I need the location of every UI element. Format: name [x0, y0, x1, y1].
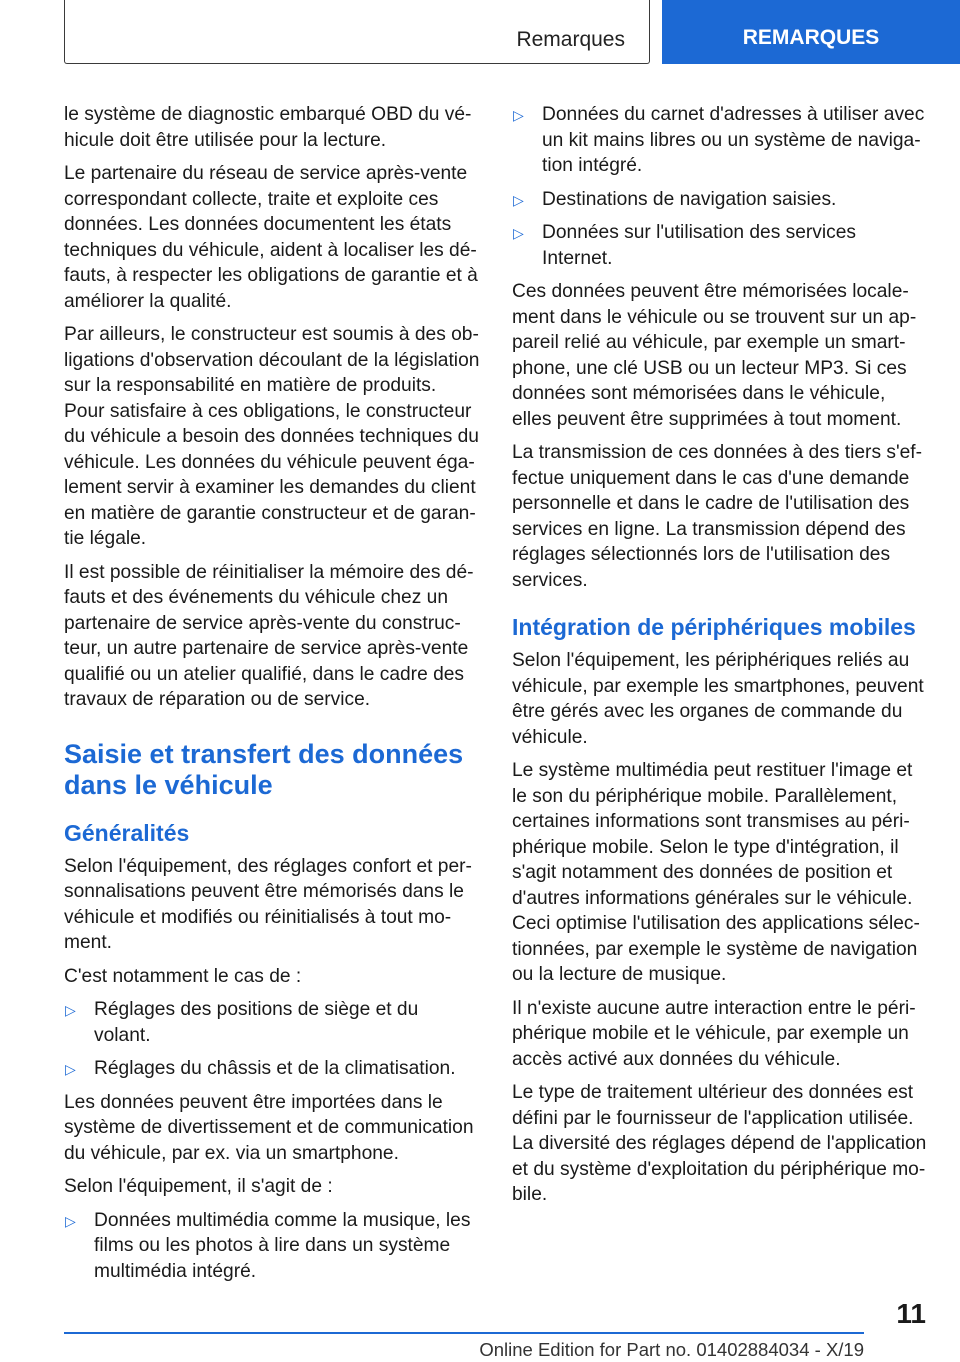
- edition-note: Online Edition for Part no. 01402884034 - X/19: [479, 1339, 864, 1360]
- subsection-heading: Intégration de périphériques mobiles: [512, 614, 916, 640]
- paragraph: Le système multimédia peut restituer l'image et le son du périphérique mobile. Parallèlement, certaines informations sont transmises au périphérique mobile. Selon le type d'intégration, il s'agit notamment des données de position et d'autres informations générales sur le véhicule. Ceci optimise l'utilisation des applications sélectionnées, par exemple le système de navigation ou la lecture de musique.: [512, 760, 920, 985]
- page-header: [0, 0, 960, 66]
- list-item: [64, 997, 480, 1048]
- paragraph: Selon l'équipement, des réglages confort et personnalisations peuvent être mémorisés dans le véhicule et modifiés ou réinitialisés à tout moment.: [64, 855, 472, 953]
- paragraph: Il n'existe aucune autre interaction entre le périphérique mobile et le véhicule, par exemple un accès activé aux données du véhicule.: [512, 997, 916, 1070]
- paragraph: Le partenaire du réseau de service après-vente correspondant collecte, traite et exploite ces données. Les données documentent les états techniques du véhicule, aident à localiser les défauts, à respecter les obligations de garantie et à améliorer la qualité.: [64, 163, 478, 312]
- paragraph: C'est notamment le cas de :: [64, 965, 302, 987]
- section-tab: [64, 0, 650, 64]
- page-number: 11: [896, 1298, 926, 1329]
- left-column: [64, 102, 480, 1292]
- list-item-text: Données du carnet d'adresses à utiliser avec un kit mains libres ou un système de navigation intégré.: [542, 104, 925, 176]
- paragraph: Selon l'équipement, il s'agit de :: [64, 1176, 333, 1197]
- list-item-text: Données sur l'utilisation des services Internet.: [542, 222, 857, 269]
- paragraph: Il est possible de réinitialiser la mémoire des défauts et des événements du véhicule chez un partenaire de service après-vente du constructeur, un autre partenaire de service après-vente qualifié ou un atelier qualifié, dans le cadre des travaux de réparation ou de service.: [64, 561, 474, 710]
- list-item: [512, 102, 928, 179]
- subsection-heading: Généralités: [64, 819, 190, 846]
- section-heading: Saisie et transfert des données dans le véhicule: [64, 738, 464, 800]
- chapter-tab: [662, 0, 960, 64]
- section-title: Remarques: [516, 28, 625, 51]
- triangle-right-outline-icon: ▷: [65, 1002, 76, 1018]
- paragraph: le système de diagnostic embarqué OBD du véhicule doit être utilisée pour la lecture.: [64, 104, 472, 151]
- list-item-text: Destinations de navigation saisies.: [542, 188, 837, 210]
- triangle-right-outline-icon: ▷: [65, 1212, 76, 1229]
- triangle-right-outline-icon: ▷: [513, 191, 524, 208]
- paragraph: Le type de traitement ultérieur des données est défini par le fournisseur de l'application utilisée. La diversité des réglages dépend de l'application et du système d'exploitation du périphérique mobile.: [512, 1082, 927, 1205]
- list-item-text: Réglages des positions de siège et du volant.: [94, 999, 419, 1046]
- list-item-text: Réglages du châssis et de la climatisation.: [94, 1058, 456, 1079]
- list-item: [64, 1056, 480, 1082]
- paragraph: Par ailleurs, le constructeur est soumis à des obligations d'observation découlant de la législation sur la responsabilité en matière de produits. Pour satisfaire à ces obligations, le constructeur du véhicule a besoin des données techniques du véhicule. Les données du véhicule peuvent également servir à examiner les demandes du client en matière de garantie constructeur et de garantie légale.: [64, 324, 480, 549]
- paragraph: Selon l'équipement, les périphériques reliés au véhicule, par exemple les smartphones, peuvent être gérés avec les organes de commande du véhicule.: [512, 650, 924, 748]
- footer-divider: [64, 1332, 864, 1334]
- paragraph: La transmission de ces données à des tiers s'effectue uniquement dans le cas d'une demande personnelle et dans le cadre de l'utilisation des services en ligne. La transmission dépend des réglages sélectionnés lors de l'utilisation des services.: [512, 442, 923, 591]
- list-item-text: Données multimédia comme la musique, les films ou les photos à lire dans un système multimédia intégré.: [94, 1209, 471, 1282]
- triangle-right-outline-icon: ▷: [65, 1061, 76, 1077]
- list-item: [512, 220, 928, 271]
- chapter-title: REMARQUES: [742, 26, 880, 49]
- triangle-right-outline-icon: ▷: [513, 107, 524, 123]
- list-item: [64, 1208, 480, 1285]
- paragraph: Les données peuvent être importées dans le système de divertissement et de communication du véhicule, par ex. via un smartphone.: [64, 1091, 474, 1164]
- paragraph: Ces données peuvent être mémorisées localement dans le véhicule ou se trouvent sur un appareil relié au véhicule, par exemple un smartphone, une clé USB ou un lecteur MP3. Si ces données sont mémorisées dans le véhicule, elles peuvent être supprimées à tout moment.: [512, 281, 917, 430]
- triangle-right-outline-icon: ▷: [513, 225, 524, 241]
- right-column: [512, 102, 928, 1216]
- list-item: [512, 187, 928, 213]
